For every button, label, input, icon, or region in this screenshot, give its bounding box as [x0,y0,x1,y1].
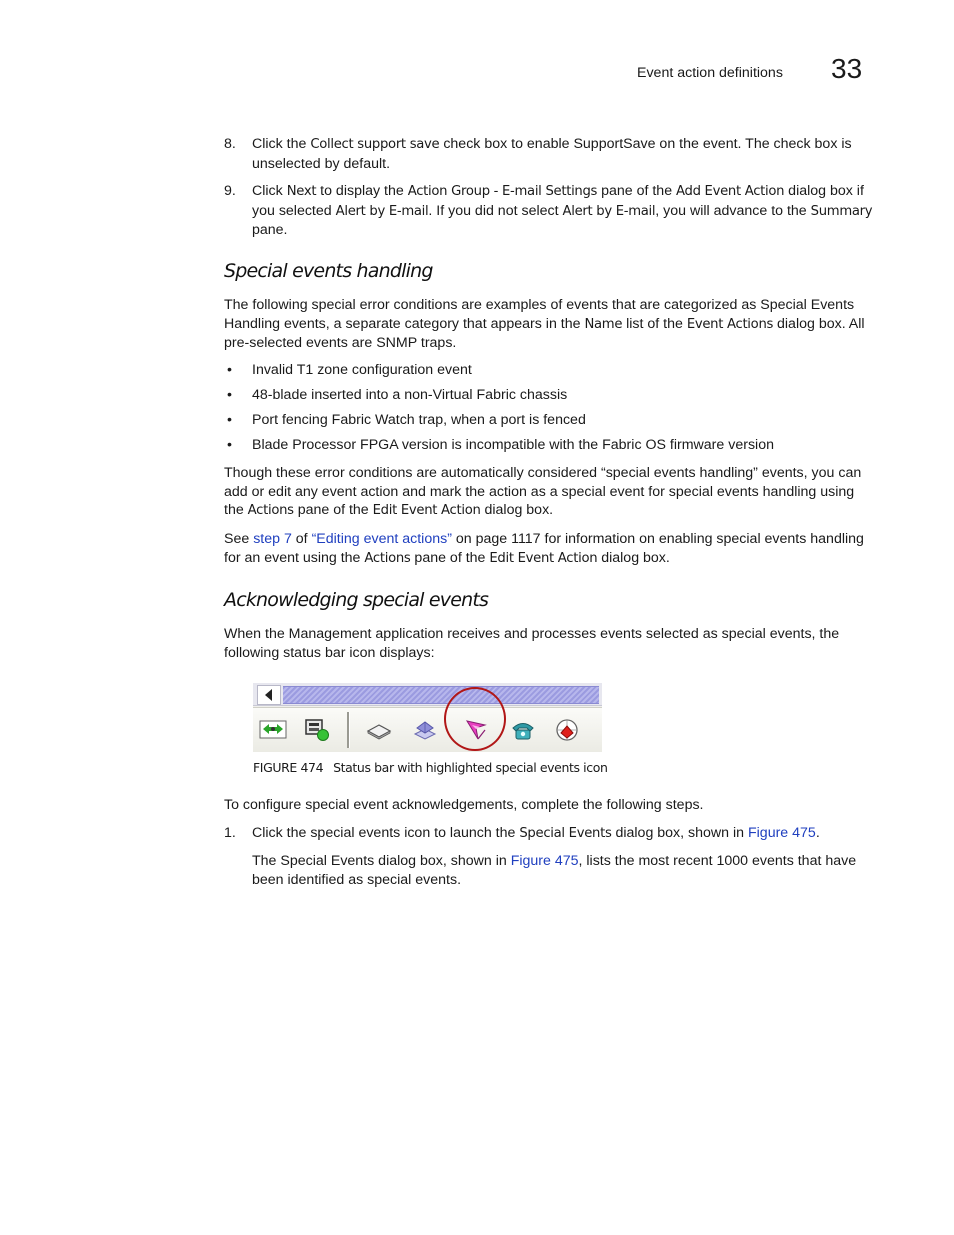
status-bar-icons [253,707,602,752]
text-run: The Special Events dialog box, shown in [252,853,511,869]
ui-term: Actions [364,550,411,566]
list-item [224,386,874,405]
step-1 [224,824,874,844]
status-bar-separator [347,712,350,748]
step-7-link[interactable]: step 7 [253,531,292,547]
bullet-marker: • [227,362,232,378]
call-home-icon[interactable] [509,716,537,744]
list-item-text: Invalid T1 zone configuration event [252,362,472,378]
step-number: 1. [224,825,236,841]
ui-term: Alert by E-mail [562,203,656,219]
acknowledging-intro: When the Management application receives and processes events selected as special events, the following status bar icon displays: [224,626,840,661]
editing-event-actions-link[interactable]: “Editing event actions” [311,531,452,547]
step-text [252,135,874,173]
bullet-marker: • [227,437,232,453]
text-run: , you will advance to the [655,202,811,219]
special-events-para2 [224,464,874,521]
text-run: , lists the most recent 1000 events that have been identified as special events. [252,853,857,888]
section-heading-special-events-handling: Special events handling [224,260,433,282]
text-run: check box to enable SupportSave on the event. The check box is unselected by default. [252,136,852,172]
ui-term: Special Events [519,826,612,841]
text-run: The following special error conditions are examples of events that are categorized as Special Events Handling events, a separate category that appears in the [224,297,855,332]
bullet-marker: • [227,387,232,403]
status-bar-scroll-area [253,683,602,706]
text-run: list of the [622,315,687,332]
list-item-text: 48-blade inserted into a non-Virtual Fabric chassis [252,387,568,403]
list-item [224,436,874,455]
step-text [252,182,874,240]
device-icon[interactable] [365,716,393,744]
ui-term: Actions [247,503,294,519]
section-heading-acknowledging-special-events: Acknowledging special events [224,589,489,611]
text-run: dialog box. [597,549,670,566]
alert-icon[interactable] [553,716,581,744]
figure-caption-text: Status bar with highlighted special events icon [333,760,608,775]
configure-intro: To configure special event acknowledgements, complete the following steps. [224,797,704,813]
running-header-title: Event action definitions [637,65,783,81]
text-run: Click [252,183,287,199]
text-run: pane of the [410,549,490,566]
list-item [224,361,874,380]
step-9 [224,182,874,240]
figure-475-link[interactable]: Figure 475 [747,825,816,841]
text-run: pane. [252,222,288,239]
ui-term: Name [584,316,623,332]
step-8 [224,135,874,173]
text-run: to display the [316,183,408,199]
stacked-device-icon[interactable] [411,716,439,744]
step-text [252,824,874,844]
special-events-intro [224,296,874,353]
server-status-icon[interactable] [303,716,331,744]
figure-475-link[interactable]: Figure 475 [510,853,579,869]
text-run: dialog box, shown in [611,825,748,841]
text-run: pane of the [293,502,373,519]
highlight-circle [444,687,506,751]
text-run: dialog box if you selected [252,183,864,219]
arrow-left-icon [265,689,272,701]
bullet-marker: • [227,412,232,428]
step-1-note [252,852,872,889]
text-run: pane of the [597,183,677,199]
connection-icon[interactable] [259,716,287,744]
text-run: dialog box. All pre-selected events are SNMP traps. [224,315,865,352]
chapter-number: 33 [831,53,863,84]
text-run: Though these error conditions are automatically considered “special events handling” events, you can add or edit any event action and mark the action as a special event for special events handling using the [224,465,862,519]
ui-term: Alert by E-mail [335,203,429,219]
text-run: Click the special events icon to launch the [252,825,520,841]
list-item-text: Blade Processor FPGA version is incompatible with the Fabric OS firmware version [252,437,774,453]
text-run: dialog box. [480,502,554,519]
ui-term: Collect support save [310,137,440,152]
figure-label: FIGURE 474 [253,760,324,775]
ui-term: Add Event Action [676,184,785,199]
ui-term: Event Actions [686,316,774,332]
step-number: 9. [224,183,236,199]
figure-caption [253,759,608,778]
text-run: of [291,531,312,547]
ui-term: Next [286,184,317,199]
text-run: on page 1117 for information on enabling special events handling for an event using the [224,531,864,566]
text-run: Click the [252,136,311,152]
list-item-text: Port fencing Fabric Watch trap, when a port is fenced [252,412,586,428]
text-run: . [815,825,820,841]
status-bar-figure [253,683,602,751]
ui-term: Edit Event Action [489,550,598,566]
step-number: 8. [224,136,236,152]
text-run: See [224,531,254,547]
list-item [224,411,874,430]
scroll-left-button[interactable] [257,685,281,705]
text-run: . If you did not select [428,202,563,219]
ui-term: Action Group - E-mail Settings [407,184,598,199]
ui-term: Edit Event Action [372,503,481,519]
special-events-para3 [224,530,874,568]
scrollbar-track[interactable] [283,686,599,704]
ui-term: Summary [810,203,873,219]
